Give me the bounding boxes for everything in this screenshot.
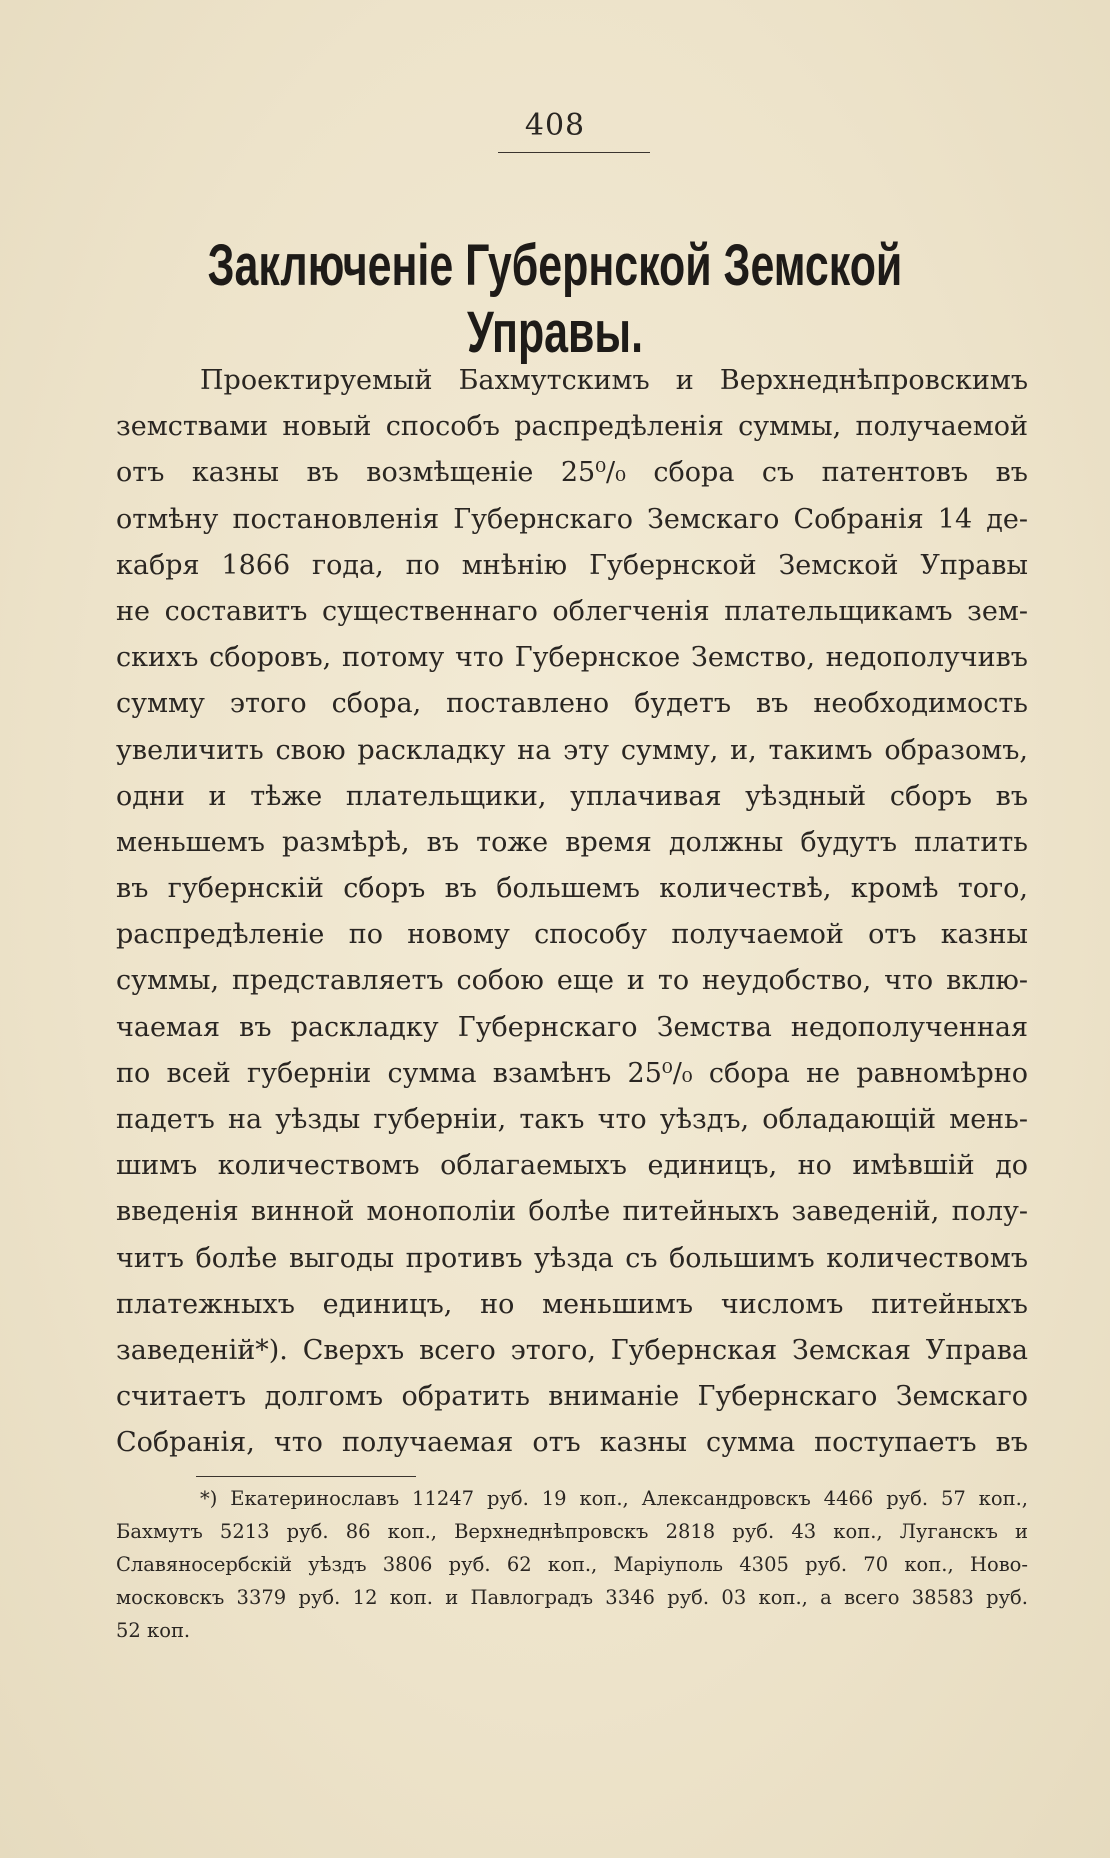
footnote xyxy=(116,1482,1028,1647)
text-line: Проектируемый Бахмутскимъ и Верхнеднѣпровскимъ xyxy=(200,365,1028,396)
text-line: земствами новый способъ распредѣленія суммы, получаемой xyxy=(116,411,1028,443)
text-line: отмѣну постановленія Губернскаго Земскаго Собранія 14 де- xyxy=(116,503,1028,535)
text-line: по всей губерніи сумма взамѣнъ 25⁰/₀ сбора не равномѣрно xyxy=(116,1057,1028,1089)
text-line: отъ казны въ возмѣщеніе 25⁰/₀ сбора съ патентовъ въ xyxy=(116,457,1028,489)
text-line: не составитъ существеннаго облегченія плательщикамъ зем- xyxy=(116,595,1028,627)
text-line: считаетъ долгомъ обратить вниманіе Губернскаго Земскаго xyxy=(116,1381,1028,1413)
text-line: чаемая въ раскладку Губернскаго Земства недополученная xyxy=(116,1011,1028,1043)
page-number-rule xyxy=(498,152,650,153)
footnote-line: московскъ 3379 руб. 12 коп. и Павлоградъ 3346 руб. 03 коп., а всего 38583 руб. xyxy=(116,1586,1028,1609)
text-line: введенія винной монополіи болѣе питейныхъ заведеній, полу- xyxy=(116,1196,1028,1228)
text-line: заведеній*). Сверхъ всего этого, Губернская Земская Управа xyxy=(116,1334,1028,1366)
page-number: 408 xyxy=(524,108,586,143)
body-text xyxy=(116,358,1028,1467)
text-line: увеличить свою раскладку на эту сумму, и, такимъ образомъ, xyxy=(116,734,1028,766)
text-line: одни и тѣже плательщики, уплачивая уѣздный сборъ въ xyxy=(116,780,1028,812)
footnote-line: *) Екатеринославъ 11247 руб. 19 коп., Александровскъ 4466 руб. 57 коп., xyxy=(200,1487,1028,1510)
footnote-line: 52 коп. xyxy=(116,1619,191,1642)
text-line: скихъ сборовъ, потому что Губернское Земство, недополучивъ xyxy=(116,642,1028,674)
text-line: шимъ количествомъ облагаемыхъ единицъ, но имѣвшій до xyxy=(116,1150,1028,1182)
text-line: въ губернскій сборъ въ большемъ количествѣ, кромѣ того, xyxy=(116,873,1028,905)
footnote-line: Бахмутъ 5213 руб. 86 коп., Верхнеднѣпровскъ 2818 руб. 43 коп., Луганскъ и xyxy=(116,1520,1028,1543)
text-line: читъ болѣе выгоды противъ уѣзда съ большимъ количествомъ xyxy=(116,1242,1028,1274)
text-line: суммы, представляетъ собою еще и то неудобство, что вклю- xyxy=(116,965,1028,997)
chapter-title: Заключенiе Губернской Земской Управы. xyxy=(207,233,903,365)
text-line: падетъ на уѣзды губерніи, такъ что уѣздъ, обладающій мень- xyxy=(116,1104,1028,1135)
footnote-line: Славяносербскій уѣздъ 3806 руб. 62 коп., Маріуполь 4305 руб. 70 коп., Ново- xyxy=(116,1553,1028,1576)
text-line: Собранія, что получаемая отъ казны сумма поступаетъ въ xyxy=(116,1427,1028,1459)
text-line: платежныхъ единицъ, но меньшимъ числомъ питейныхъ xyxy=(116,1288,1028,1320)
text-line: сумму этого сбора, поставлено будетъ въ необходимость xyxy=(116,688,1028,720)
text-line: меньшемъ размѣрѣ, въ тоже время должны будутъ платить xyxy=(116,826,1028,858)
text-line: распредѣленіе по новому способу получаемой отъ казны xyxy=(116,919,1028,951)
footnote-rule xyxy=(196,1476,416,1477)
text-line: кабря 1866 года, по мнѣнію Губернской Земской Управы xyxy=(116,549,1028,581)
